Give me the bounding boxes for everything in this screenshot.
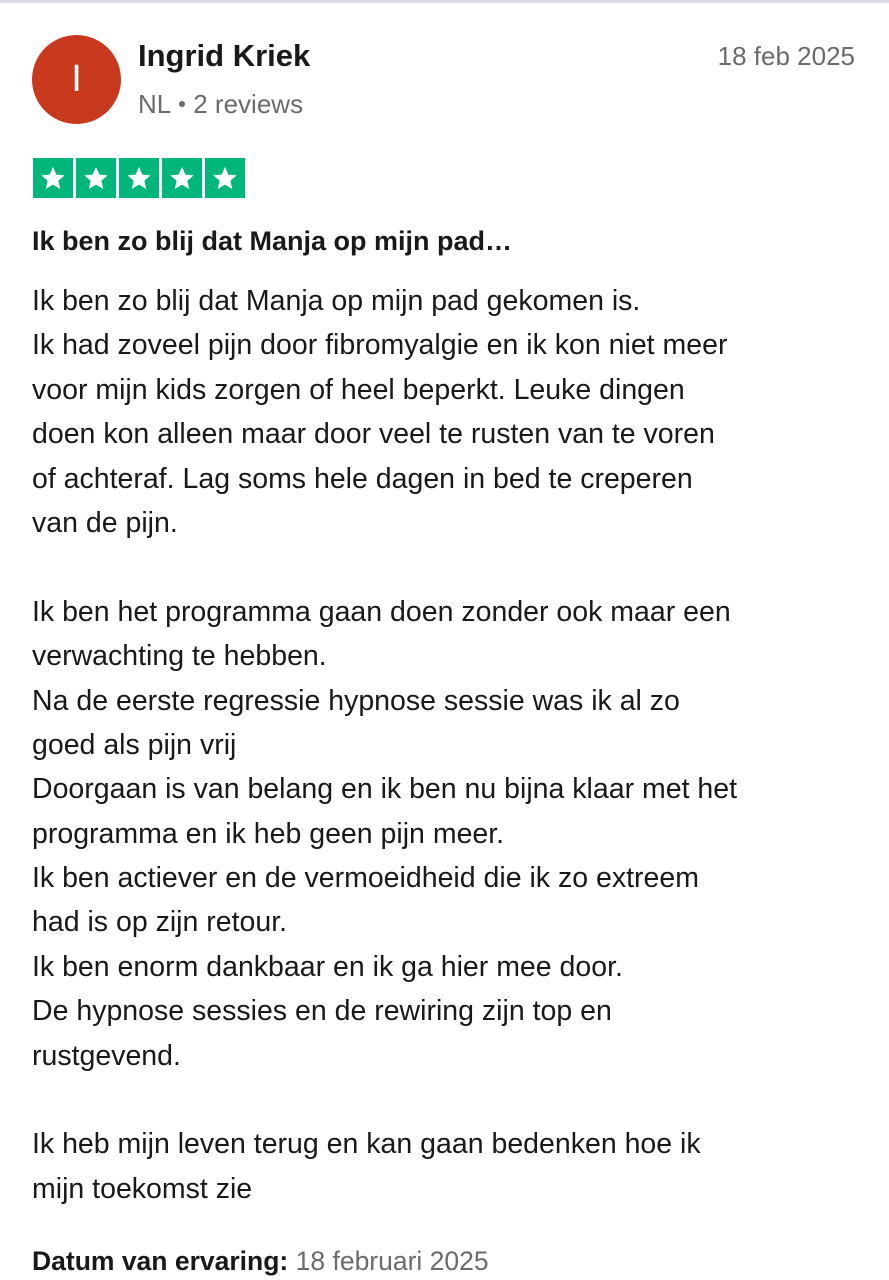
reviewer-review-count: 2 reviews xyxy=(193,89,304,119)
review-body-line: doen kon alleen maar door veel te rusten van te voren xyxy=(32,418,715,451)
review-body-line: Ik had zoveel pijn door fibromyalgie en ik kon niet meer xyxy=(32,329,728,362)
reviewer-name[interactable]: Ingrid Kriek xyxy=(138,38,311,73)
reviewer-country: NL xyxy=(138,89,172,119)
review-body-line: mijn toekomst zie xyxy=(32,1172,253,1205)
star-box xyxy=(119,158,159,198)
avatar-initial: I xyxy=(71,58,82,100)
experience-date-label: Datum van ervaring: xyxy=(32,1246,289,1276)
review-date: 18 feb 2025 xyxy=(717,41,855,71)
review-body-line: verwachting te hebben. xyxy=(32,640,327,673)
review-body-line: Ik ben enorm dankbaar en ik ga hier mee door. xyxy=(32,950,623,983)
review-body-line: Na de eerste regressie hypnose sessie was ik al zo xyxy=(32,684,680,717)
experience-date xyxy=(32,1244,489,1278)
review-body-line: Ik ben het programma gaan doen zonder ook maar een xyxy=(32,595,731,628)
review-body-line: De hypnose sessies en de rewiring zijn top en xyxy=(32,995,612,1028)
star-box xyxy=(76,158,116,198)
review-body-line: of achteraf. Lag soms hele dagen in bed te creperen xyxy=(32,462,693,495)
review-body-line: goed als pijn vrij xyxy=(32,728,237,761)
star-box xyxy=(205,158,245,198)
review-body xyxy=(32,279,872,1211)
star-icon xyxy=(168,164,196,192)
review-body-line xyxy=(32,545,872,589)
review-body-line xyxy=(32,1078,872,1122)
star-icon xyxy=(82,164,110,192)
experience-date-value: 18 februari 2025 xyxy=(295,1246,489,1276)
star-icon xyxy=(211,164,239,192)
review-body-line: van de pijn. xyxy=(32,506,178,539)
star-box xyxy=(33,158,73,198)
review-body-line: Ik ben zo blij dat Manja op mijn pad gekomen is. xyxy=(32,285,641,317)
review-title[interactable]: Ik ben zo blij dat Manja op mijn pad… xyxy=(32,226,513,256)
avatar[interactable] xyxy=(32,35,121,124)
review-body-line: Ik heb mijn leven terug en kan gaan bedenken hoe ik xyxy=(32,1128,701,1161)
review-body-line: voor mijn kids zorgen of heel beperkt. Leuke dingen xyxy=(32,373,685,406)
review-body-line: programma en ik heb geen pijn meer. xyxy=(32,817,505,850)
review-body-line: had is op zijn retour. xyxy=(32,906,288,939)
review-body-line: rustgevend. xyxy=(32,1039,181,1072)
review-body-line: Ik ben actiever en de vermoeidheid die ik zo extreem xyxy=(32,862,699,895)
separator-dot xyxy=(179,101,185,107)
star-rating xyxy=(33,158,245,198)
star-box xyxy=(162,158,202,198)
star-icon xyxy=(39,164,67,192)
star-icon xyxy=(125,164,153,192)
reviewer-meta xyxy=(138,88,303,120)
review-body-line: Doorgaan is van belang en ik ben nu bijna klaar met het xyxy=(32,773,738,806)
top-divider xyxy=(0,0,889,3)
